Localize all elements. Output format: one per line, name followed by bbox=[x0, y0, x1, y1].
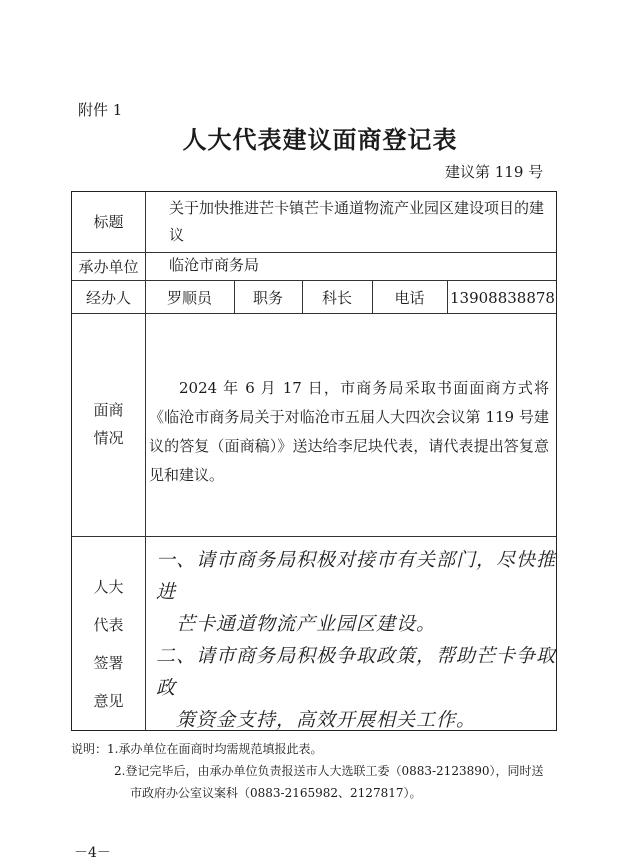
opinion-label-line: 人大 bbox=[93, 578, 124, 596]
position-value: 科长 bbox=[321, 289, 352, 307]
handler-label: 经办人 bbox=[85, 289, 131, 307]
position-label: 职务 bbox=[252, 289, 283, 307]
note-2-line-2: 市政府办公室议案科（0883-2165982、2127817）。 bbox=[130, 786, 422, 800]
phone-label: 电话 bbox=[394, 289, 425, 307]
situation-text: 2024 年 6 月 17 日，市商务局采取书面面商方式将《临沧市商务局关于对临沧市五届人大四次会议第 119 号建议的答复（面商稿）》送达给李尼块代表，请代表提出答复意见和建议。 bbox=[149, 379, 549, 484]
suggestion-number: 建议第 119 号 bbox=[445, 163, 544, 181]
unit-label: 承办单位 bbox=[78, 258, 139, 276]
opinion-line: 二、请市商务局积极争取政策，帮助芒卡争取政 bbox=[156, 645, 557, 699]
page-number: －4－ bbox=[74, 845, 111, 861]
opinion-line: 一、请市商务局积极对接市有关部门，尽快推进 bbox=[156, 549, 557, 603]
representative-opinion-label bbox=[72, 568, 145, 720]
title-label: 标题 bbox=[93, 213, 124, 231]
opinion-label-line: 代表 bbox=[93, 616, 124, 634]
handler-value: 罗顺员 bbox=[166, 289, 212, 307]
phone-value: 13908838878 bbox=[450, 289, 555, 307]
opinion-label-line: 意见 bbox=[93, 692, 124, 710]
note-1: 说明：1.承办单位在面商时均需规范填报此表。 bbox=[71, 742, 323, 756]
title-value: 关于加快推进芒卡镇芒卡通道物流产业园区建设项目的建议 bbox=[169, 199, 545, 244]
unit-value: 临沧市商务局 bbox=[169, 256, 260, 274]
attachment-label: 附件 1 bbox=[78, 101, 123, 119]
note-2-line-1: 2.登记完毕后，由承办单位负责报送市人大选联工委（0883-2123890），同时送 bbox=[114, 764, 544, 778]
registration-table bbox=[71, 191, 557, 731]
opinion-label-line: 签署 bbox=[93, 654, 124, 672]
opinion-line: 芒卡通道物流产业园区建设。 bbox=[176, 613, 437, 635]
opinion-line: 策资金支持，高效开展相关工作。 bbox=[176, 709, 477, 731]
column-divider bbox=[145, 192, 146, 731]
document-title: 人大代表建议面商登记表 bbox=[182, 125, 458, 154]
situation-label bbox=[72, 396, 145, 452]
handwritten-opinion bbox=[156, 544, 556, 736]
situation-label-line: 面商 bbox=[93, 401, 124, 419]
situation-label-line: 情况 bbox=[93, 429, 124, 447]
